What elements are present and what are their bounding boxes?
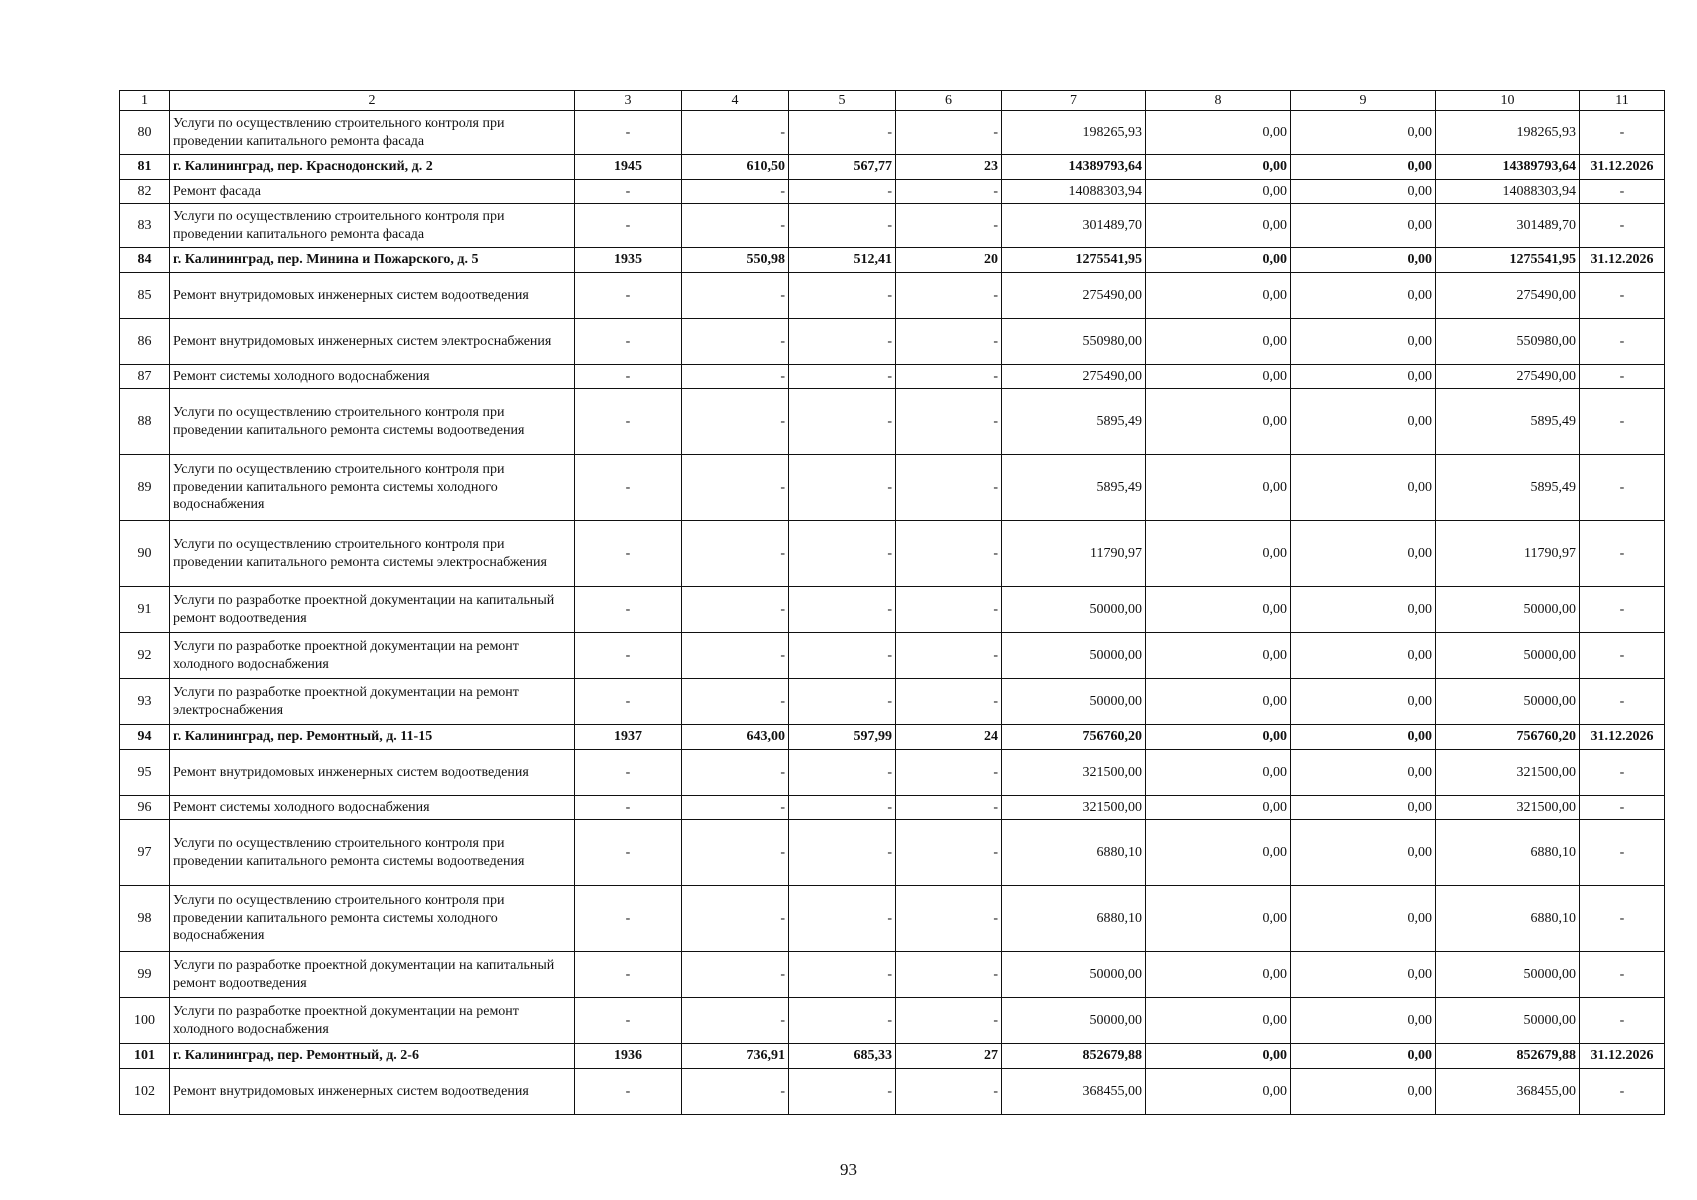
col-7-amount: 301489,70	[1002, 204, 1146, 248]
work-description: Услуги по осуществлению строительного контроля при проведении капитального ремонта системы холодного водоснабжения	[170, 886, 575, 952]
row-number: 97	[120, 820, 170, 886]
page-number: 93	[840, 1160, 857, 1179]
work-description: Услуги по разработке проектной документации на ремонт холодного водоснабжения	[170, 633, 575, 679]
work-description: Услуги по осуществлению строительного контроля при проведении капитального ремонта системы электроснабжения	[170, 521, 575, 587]
work-description: Услуги по осуществлению строительного контроля при проведении капитального ремонта фасада	[170, 204, 575, 248]
col-6: -	[896, 820, 1002, 886]
row-number: 80	[120, 111, 170, 155]
col-8-amount: 0,00	[1146, 180, 1291, 204]
table-row	[120, 319, 1665, 365]
address-row	[120, 155, 1665, 180]
col-6: -	[896, 679, 1002, 725]
col-9-amount: 0,00	[1291, 111, 1436, 155]
col-4: -	[682, 952, 789, 998]
col-9-amount: 0,00	[1291, 952, 1436, 998]
col-6: -	[896, 455, 1002, 521]
col-11-deadline: -	[1580, 365, 1665, 389]
col-10-amount: 11790,97	[1436, 521, 1580, 587]
col-5: -	[789, 273, 896, 319]
col-11-deadline: -	[1580, 679, 1665, 725]
col-4: -	[682, 273, 789, 319]
col-6: -	[896, 750, 1002, 796]
col-11-deadline: -	[1580, 273, 1665, 319]
col-7-amount: 321500,00	[1002, 796, 1146, 820]
col-9-amount: 0,00	[1291, 521, 1436, 587]
table-row	[120, 820, 1665, 886]
col-9-amount: 0,00	[1291, 750, 1436, 796]
col-5: -	[789, 998, 896, 1044]
work-description: г. Калининград, пер. Минина и Пожарского, д. 5	[170, 248, 575, 273]
capital-repair-table	[119, 90, 1665, 1115]
col-4: 550,98	[682, 248, 789, 273]
row-number: 84	[120, 248, 170, 273]
col-7-amount: 198265,93	[1002, 111, 1146, 155]
column-header: 8	[1146, 91, 1291, 111]
col-8-amount: 0,00	[1146, 750, 1291, 796]
col-10-amount: 50000,00	[1436, 998, 1580, 1044]
row-number: 85	[120, 273, 170, 319]
work-description: Услуги по осуществлению строительного контроля при проведении капитального ремонта системы водоотведения	[170, 389, 575, 455]
col-4: -	[682, 455, 789, 521]
table-row	[120, 365, 1665, 389]
col-3: -	[575, 952, 682, 998]
col-10-amount: 6880,10	[1436, 886, 1580, 952]
col-10-amount: 50000,00	[1436, 952, 1580, 998]
col-5: -	[789, 886, 896, 952]
col-4: -	[682, 180, 789, 204]
col-9-amount: 0,00	[1291, 587, 1436, 633]
address-row	[120, 725, 1665, 750]
col-10-amount: 198265,93	[1436, 111, 1580, 155]
row-number: 95	[120, 750, 170, 796]
col-8-amount: 0,00	[1146, 587, 1291, 633]
col-8-amount: 0,00	[1146, 248, 1291, 273]
column-header: 4	[682, 91, 789, 111]
col-4: -	[682, 796, 789, 820]
col-3: 1936	[575, 1044, 682, 1069]
column-header: 3	[575, 91, 682, 111]
col-9-amount: 0,00	[1291, 455, 1436, 521]
column-header: 7	[1002, 91, 1146, 111]
col-3: -	[575, 204, 682, 248]
table-row	[120, 998, 1665, 1044]
col-9-amount: 0,00	[1291, 1069, 1436, 1115]
table-row	[120, 521, 1665, 587]
col-10-amount: 50000,00	[1436, 679, 1580, 725]
col-8-amount: 0,00	[1146, 389, 1291, 455]
col-7-amount: 275490,00	[1002, 273, 1146, 319]
col-11-deadline: -	[1580, 750, 1665, 796]
col-6: -	[896, 204, 1002, 248]
col-4: -	[682, 633, 789, 679]
col-10-amount: 852679,88	[1436, 1044, 1580, 1069]
col-9-amount: 0,00	[1291, 886, 1436, 952]
col-7-amount: 550980,00	[1002, 319, 1146, 365]
col-6: -	[896, 319, 1002, 365]
col-5: -	[789, 633, 896, 679]
col-9-amount: 0,00	[1291, 180, 1436, 204]
col-8-amount: 0,00	[1146, 998, 1291, 1044]
table-row	[120, 750, 1665, 796]
col-7-amount: 6880,10	[1002, 820, 1146, 886]
col-7-amount: 6880,10	[1002, 886, 1146, 952]
col-11-deadline: -	[1580, 952, 1665, 998]
col-7-amount: 50000,00	[1002, 633, 1146, 679]
table-row	[120, 587, 1665, 633]
col-11-deadline: -	[1580, 389, 1665, 455]
col-8-amount: 0,00	[1146, 365, 1291, 389]
col-10-amount: 550980,00	[1436, 319, 1580, 365]
col-11-deadline: 31.12.2026	[1580, 1044, 1665, 1069]
col-5: -	[789, 796, 896, 820]
column-header: 10	[1436, 91, 1580, 111]
col-9-amount: 0,00	[1291, 679, 1436, 725]
col-6: -	[896, 180, 1002, 204]
work-description: г. Калининград, пер. Ремонтный, д. 2-6	[170, 1044, 575, 1069]
work-description: Услуги по осуществлению строительного контроля при проведении капитального ремонта системы водоотведения	[170, 820, 575, 886]
row-number: 93	[120, 679, 170, 725]
work-description: Ремонт системы холодного водоснабжения	[170, 365, 575, 389]
column-number-row	[120, 91, 1665, 111]
col-4: -	[682, 389, 789, 455]
col-6: -	[896, 521, 1002, 587]
col-4: -	[682, 750, 789, 796]
col-5: -	[789, 111, 896, 155]
col-7-amount: 756760,20	[1002, 725, 1146, 750]
row-number: 92	[120, 633, 170, 679]
work-description: Услуги по осуществлению строительного контроля при проведении капитального ремонта системы холодного водоснабжения	[170, 455, 575, 521]
col-10-amount: 275490,00	[1436, 273, 1580, 319]
col-11-deadline: -	[1580, 111, 1665, 155]
row-number: 90	[120, 521, 170, 587]
col-3: -	[575, 633, 682, 679]
col-6: -	[896, 111, 1002, 155]
table-row	[120, 273, 1665, 319]
row-number: 94	[120, 725, 170, 750]
col-10-amount: 14389793,64	[1436, 155, 1580, 180]
col-4: -	[682, 111, 789, 155]
row-number: 98	[120, 886, 170, 952]
col-4: -	[682, 679, 789, 725]
col-3: -	[575, 365, 682, 389]
col-4: -	[682, 886, 789, 952]
table-row	[120, 796, 1665, 820]
col-6: 27	[896, 1044, 1002, 1069]
register-sheet	[119, 90, 1664, 1115]
column-header: 9	[1291, 91, 1436, 111]
work-description: Услуги по осуществлению строительного контроля при проведении капитального ремонта фасада	[170, 111, 575, 155]
work-description: Услуги по разработке проектной документации на капитальный ремонт водоотведения	[170, 587, 575, 633]
col-5: -	[789, 952, 896, 998]
col-10-amount: 301489,70	[1436, 204, 1580, 248]
col-4: -	[682, 204, 789, 248]
col-8-amount: 0,00	[1146, 796, 1291, 820]
col-7-amount: 852679,88	[1002, 1044, 1146, 1069]
row-number: 89	[120, 455, 170, 521]
col-5: -	[789, 365, 896, 389]
col-11-deadline: -	[1580, 521, 1665, 587]
col-7-amount: 1275541,95	[1002, 248, 1146, 273]
col-11-deadline: -	[1580, 820, 1665, 886]
table-row	[120, 952, 1665, 998]
col-11-deadline: -	[1580, 1069, 1665, 1115]
col-10-amount: 756760,20	[1436, 725, 1580, 750]
col-9-amount: 0,00	[1291, 1044, 1436, 1069]
col-7-amount: 50000,00	[1002, 952, 1146, 998]
col-7-amount: 14389793,64	[1002, 155, 1146, 180]
col-9-amount: 0,00	[1291, 319, 1436, 365]
col-11-deadline: -	[1580, 796, 1665, 820]
column-header: 11	[1580, 91, 1665, 111]
row-number: 99	[120, 952, 170, 998]
row-number: 96	[120, 796, 170, 820]
col-10-amount: 368455,00	[1436, 1069, 1580, 1115]
col-6: 20	[896, 248, 1002, 273]
col-11-deadline: -	[1580, 587, 1665, 633]
col-5: -	[789, 1069, 896, 1115]
col-6: -	[896, 389, 1002, 455]
col-3: 1937	[575, 725, 682, 750]
col-9-amount: 0,00	[1291, 365, 1436, 389]
col-8-amount: 0,00	[1146, 1069, 1291, 1115]
work-description: Ремонт внутридомовых инженерных систем водоотведения	[170, 750, 575, 796]
col-6: -	[896, 587, 1002, 633]
col-8-amount: 0,00	[1146, 204, 1291, 248]
col-11-deadline: -	[1580, 319, 1665, 365]
col-5: -	[789, 455, 896, 521]
col-6: 23	[896, 155, 1002, 180]
row-number: 102	[120, 1069, 170, 1115]
table-row	[120, 111, 1665, 155]
col-9-amount: 0,00	[1291, 204, 1436, 248]
col-5: -	[789, 204, 896, 248]
col-7-amount: 50000,00	[1002, 679, 1146, 725]
col-5: 597,99	[789, 725, 896, 750]
col-5: -	[789, 679, 896, 725]
col-11-deadline: 31.12.2026	[1580, 248, 1665, 273]
table-row	[120, 633, 1665, 679]
col-5: -	[789, 820, 896, 886]
column-header: 6	[896, 91, 1002, 111]
row-number: 86	[120, 319, 170, 365]
col-10-amount: 6880,10	[1436, 820, 1580, 886]
col-4: 643,00	[682, 725, 789, 750]
table-row	[120, 180, 1665, 204]
row-number: 82	[120, 180, 170, 204]
col-5: -	[789, 389, 896, 455]
col-3: -	[575, 1069, 682, 1115]
col-6: -	[896, 365, 1002, 389]
table-row	[120, 1069, 1665, 1115]
col-10-amount: 1275541,95	[1436, 248, 1580, 273]
col-8-amount: 0,00	[1146, 521, 1291, 587]
col-6: -	[896, 1069, 1002, 1115]
table-row	[120, 204, 1665, 248]
col-6: -	[896, 796, 1002, 820]
col-10-amount: 321500,00	[1436, 750, 1580, 796]
col-9-amount: 0,00	[1291, 820, 1436, 886]
col-4: 610,50	[682, 155, 789, 180]
work-description: г. Калининград, пер. Краснодонский, д. 2	[170, 155, 575, 180]
column-header: 1	[120, 91, 170, 111]
col-10-amount: 5895,49	[1436, 455, 1580, 521]
col-6: 24	[896, 725, 1002, 750]
col-4: -	[682, 1069, 789, 1115]
work-description: Услуги по разработке проектной документации на ремонт холодного водоснабжения	[170, 998, 575, 1044]
col-3: -	[575, 587, 682, 633]
col-7-amount: 368455,00	[1002, 1069, 1146, 1115]
col-7-amount: 5895,49	[1002, 389, 1146, 455]
table-row	[120, 389, 1665, 455]
col-8-amount: 0,00	[1146, 886, 1291, 952]
col-7-amount: 14088303,94	[1002, 180, 1146, 204]
col-10-amount: 50000,00	[1436, 633, 1580, 679]
column-header: 2	[170, 91, 575, 111]
col-7-amount: 50000,00	[1002, 998, 1146, 1044]
col-10-amount: 275490,00	[1436, 365, 1580, 389]
col-3: -	[575, 820, 682, 886]
col-6: -	[896, 952, 1002, 998]
col-3: -	[575, 679, 682, 725]
col-4: -	[682, 587, 789, 633]
col-3: -	[575, 319, 682, 365]
col-8-amount: 0,00	[1146, 273, 1291, 319]
col-10-amount: 5895,49	[1436, 389, 1580, 455]
col-7-amount: 11790,97	[1002, 521, 1146, 587]
work-description: Услуги по разработке проектной документации на капитальный ремонт водоотведения	[170, 952, 575, 998]
col-9-amount: 0,00	[1291, 248, 1436, 273]
col-8-amount: 0,00	[1146, 679, 1291, 725]
col-11-deadline: -	[1580, 455, 1665, 521]
col-3: -	[575, 111, 682, 155]
col-7-amount: 5895,49	[1002, 455, 1146, 521]
table-row	[120, 886, 1665, 952]
col-9-amount: 0,00	[1291, 273, 1436, 319]
row-number: 101	[120, 1044, 170, 1069]
col-3: -	[575, 886, 682, 952]
col-6: -	[896, 998, 1002, 1044]
col-4: -	[682, 319, 789, 365]
col-8-amount: 0,00	[1146, 1044, 1291, 1069]
address-row	[120, 1044, 1665, 1069]
col-11-deadline: 31.12.2026	[1580, 725, 1665, 750]
col-3: 1945	[575, 155, 682, 180]
col-3: -	[575, 455, 682, 521]
work-description: г. Калининград, пер. Ремонтный, д. 11-15	[170, 725, 575, 750]
col-3: -	[575, 389, 682, 455]
col-8-amount: 0,00	[1146, 633, 1291, 679]
col-8-amount: 0,00	[1146, 111, 1291, 155]
col-5: -	[789, 319, 896, 365]
col-8-amount: 0,00	[1146, 455, 1291, 521]
col-11-deadline: -	[1580, 633, 1665, 679]
col-9-amount: 0,00	[1291, 796, 1436, 820]
work-description: Ремонт внутридомовых инженерных систем водоотведения	[170, 273, 575, 319]
col-4: -	[682, 521, 789, 587]
col-11-deadline: -	[1580, 886, 1665, 952]
col-9-amount: 0,00	[1291, 633, 1436, 679]
col-9-amount: 0,00	[1291, 155, 1436, 180]
work-description: Услуги по разработке проектной документации на ремонт электроснабжения	[170, 679, 575, 725]
col-8-amount: 0,00	[1146, 725, 1291, 750]
column-header: 5	[789, 91, 896, 111]
col-10-amount: 14088303,94	[1436, 180, 1580, 204]
col-4: -	[682, 365, 789, 389]
col-11-deadline: -	[1580, 998, 1665, 1044]
col-4: 736,91	[682, 1044, 789, 1069]
col-9-amount: 0,00	[1291, 725, 1436, 750]
col-5: -	[789, 587, 896, 633]
row-number: 100	[120, 998, 170, 1044]
work-description: Ремонт системы холодного водоснабжения	[170, 796, 575, 820]
col-8-amount: 0,00	[1146, 319, 1291, 365]
col-10-amount: 321500,00	[1436, 796, 1580, 820]
col-5: -	[789, 180, 896, 204]
col-9-amount: 0,00	[1291, 389, 1436, 455]
col-7-amount: 50000,00	[1002, 587, 1146, 633]
col-11-deadline: -	[1580, 204, 1665, 248]
row-number: 91	[120, 587, 170, 633]
col-3: 1935	[575, 248, 682, 273]
col-3: -	[575, 750, 682, 796]
address-row	[120, 248, 1665, 273]
row-number: 81	[120, 155, 170, 180]
col-5: 567,77	[789, 155, 896, 180]
col-5: -	[789, 521, 896, 587]
table-row	[120, 679, 1665, 725]
col-11-deadline: -	[1580, 180, 1665, 204]
col-6: -	[896, 886, 1002, 952]
col-6: -	[896, 633, 1002, 679]
col-3: -	[575, 998, 682, 1044]
row-number: 88	[120, 389, 170, 455]
col-4: -	[682, 998, 789, 1044]
col-7-amount: 275490,00	[1002, 365, 1146, 389]
work-description: Ремонт фасада	[170, 180, 575, 204]
col-6: -	[896, 273, 1002, 319]
work-description: Ремонт внутридомовых инженерных систем водоотведения	[170, 1069, 575, 1115]
col-3: -	[575, 796, 682, 820]
col-7-amount: 321500,00	[1002, 750, 1146, 796]
table-row	[120, 455, 1665, 521]
col-3: -	[575, 521, 682, 587]
col-3: -	[575, 180, 682, 204]
row-number: 83	[120, 204, 170, 248]
work-description: Ремонт внутридомовых инженерных систем электроснабжения	[170, 319, 575, 365]
col-9-amount: 0,00	[1291, 998, 1436, 1044]
col-8-amount: 0,00	[1146, 952, 1291, 998]
col-5: -	[789, 750, 896, 796]
col-3: -	[575, 273, 682, 319]
col-8-amount: 0,00	[1146, 820, 1291, 886]
col-8-amount: 0,00	[1146, 155, 1291, 180]
col-5: 685,33	[789, 1044, 896, 1069]
row-number: 87	[120, 365, 170, 389]
col-5: 512,41	[789, 248, 896, 273]
col-4: -	[682, 820, 789, 886]
col-10-amount: 50000,00	[1436, 587, 1580, 633]
col-11-deadline: 31.12.2026	[1580, 155, 1665, 180]
